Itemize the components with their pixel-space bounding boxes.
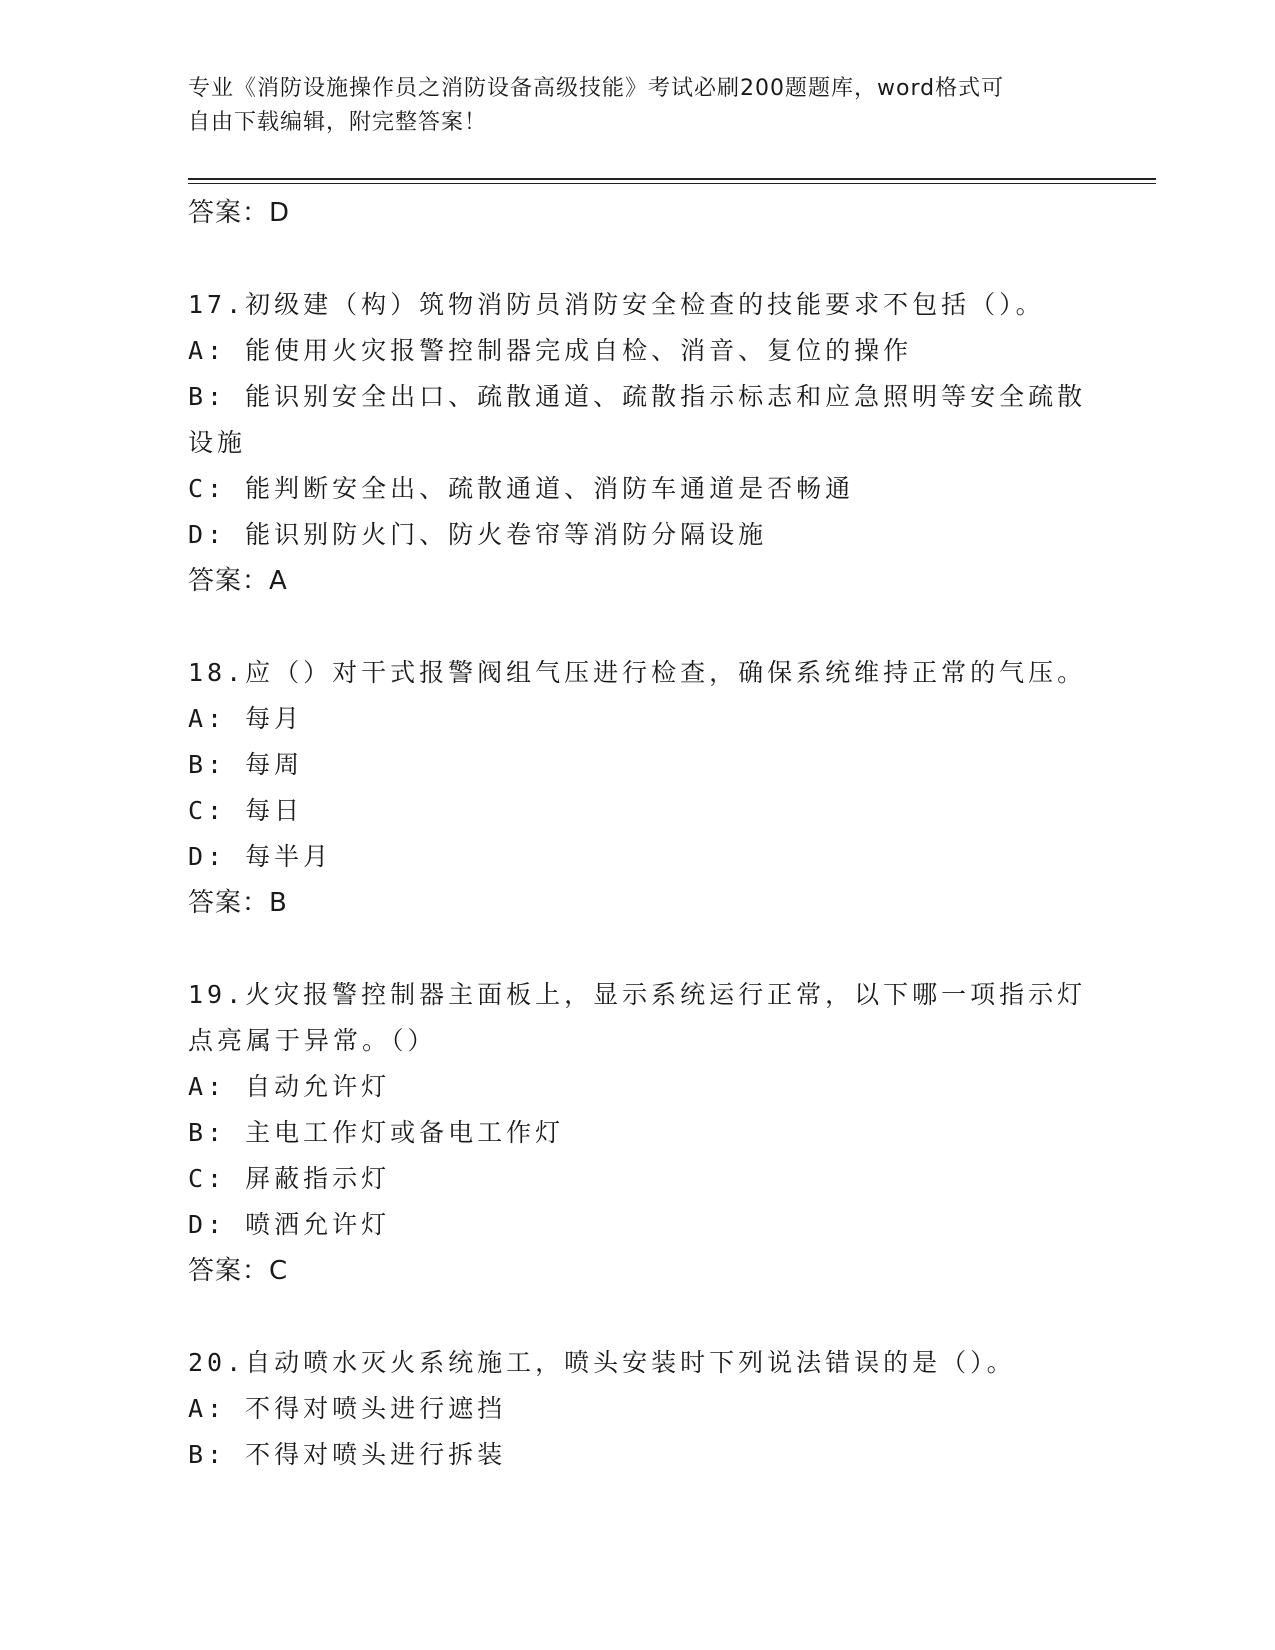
question-20 bbox=[188, 1340, 1088, 1478]
option-a: A: 不得对喷头进行遮挡 bbox=[188, 1394, 507, 1423]
option-b: B: 不得对喷头进行拆装 bbox=[188, 1440, 507, 1469]
option-c: C: 能判断安全出、疏散通道、消防车通道是否畅通 bbox=[188, 474, 855, 503]
previous-answer: 答案：D bbox=[188, 198, 291, 228]
header-line-1: 专业《消防设施操作员之消防设备高级技能》考试必刷200题题库，word格式可 bbox=[188, 76, 1005, 101]
question-text: 17.初级建（构）筑物消防员消防安全检查的技能要求不包括（）。 bbox=[188, 290, 1045, 319]
question-17 bbox=[188, 282, 1088, 604]
question-text: 18.应（）对干式报警阀组气压进行检查，确保系统维持正常的气压。 bbox=[188, 658, 1087, 687]
option-a: A: 每月 bbox=[188, 704, 304, 733]
option-c: C: 每日 bbox=[188, 796, 304, 825]
answer: 答案：B bbox=[188, 888, 288, 918]
option-a: A: 能使用火灾报警控制器完成自检、消音、复位的操作 bbox=[188, 336, 913, 365]
question-19 bbox=[188, 972, 1088, 1294]
option-c: C: 屏蔽指示灯 bbox=[188, 1164, 391, 1193]
header-divider-thin bbox=[188, 183, 1156, 184]
document-header bbox=[188, 72, 1088, 140]
option-a: A: 自动允许灯 bbox=[188, 1072, 391, 1101]
header-divider bbox=[188, 178, 1156, 180]
question-text: 19.火灾报警控制器主面板上，显示系统运行正常，以下哪一项指示灯点亮属于异常。（） bbox=[188, 980, 1087, 1055]
document-body bbox=[188, 190, 1088, 1478]
option-d: D: 喷洒允许灯 bbox=[188, 1210, 391, 1239]
answer: 答案：C bbox=[188, 1256, 289, 1286]
answer: 答案：A bbox=[188, 566, 288, 596]
header-line-2: 自由下载编辑，附完整答案！ bbox=[188, 110, 488, 135]
option-b: B: 每周 bbox=[188, 750, 304, 779]
option-b: B: 主电工作灯或备电工作灯 bbox=[188, 1118, 565, 1147]
option-b: B: 能识别安全出口、疏散通道、疏散指示标志和应急照明等安全疏散设施 bbox=[188, 382, 1087, 457]
option-d: D: 能识别防火门、防火卷帘等消防分隔设施 bbox=[188, 520, 768, 549]
question-text: 20.自动喷水灭火系统施工，喷头安装时下列说法错误的是（）。 bbox=[188, 1348, 1016, 1377]
option-d: D: 每半月 bbox=[188, 842, 333, 871]
question-18 bbox=[188, 650, 1088, 926]
